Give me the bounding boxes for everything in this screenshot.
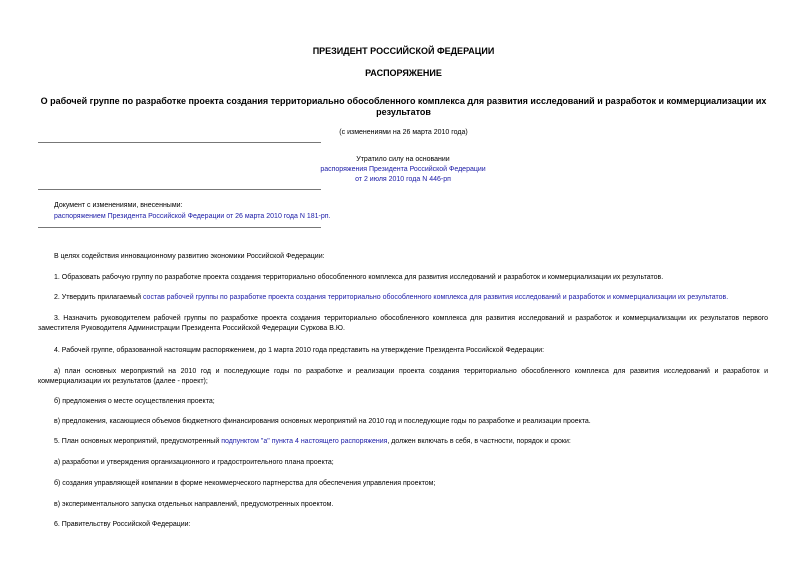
changes-link[interactable]: распоряжением Президента Российской Федерации от 26 марта 2010 года N 181-рп. (54, 213, 331, 220)
paragraph-intro: В целях содействия инновационному развитию экономики Российской Федерации: (54, 253, 325, 260)
document-title: О рабочей группе по разработке проекта создания территориально обособленного комплекса для развития исследований и разработок и коммерциализации их результатов (40, 96, 767, 117)
paragraph-5-text: 5. План основных мероприятий, предусмотренный (54, 438, 220, 445)
paragraph-5v: в) экспериментального запуска отдельных направлений, предусмотренных проектом. (54, 501, 334, 508)
paragraph-5b: б) создания управляющей компании в форме некоммерческого партнерства для обеспечения управления проектом; (54, 480, 436, 487)
issuer-heading: ПРЕЗИДЕНТ РОССИЙСКОЙ ФЕДЕРАЦИИ (312, 46, 495, 56)
paragraph-2 (54, 293, 784, 303)
divider (38, 189, 321, 190)
invalidation-text: Утратило силу на основании (356, 156, 450, 163)
changes-label: Документ с изменениями, внесенными: (54, 202, 183, 209)
staff-composition-link[interactable]: состав рабочей группы по разработке проекта создания территориально обособленного комплекса для развития исследований и разработок и коммерциализации их результатов. (142, 294, 729, 301)
paragraph-4a: а) план основных мероприятий на 2010 год и последующие годы по разработке и реализации проекта создания территориально обособленного комплекса для развития исследований и разработок и коммерциализации их результатов (далее - проект); (38, 368, 768, 385)
subparagraph-link[interactable]: подпунктом "а" пункта 4 настоящего распоряжения (221, 438, 388, 445)
paragraph-4b: б) предложения о месте осуществления проекта; (54, 398, 215, 405)
invalidation-link-date[interactable]: от 2 июля 2010 года N 446-рп (355, 176, 451, 183)
invalidation-link[interactable]: распоряжения Президента Российской Федерации (320, 166, 486, 173)
changes-link-row (54, 212, 454, 222)
paragraph-2-text: 2. Утвердить прилагаемый (54, 294, 142, 301)
divider (38, 142, 321, 143)
paragraph-1: 1. Образовать рабочую группу по разработке проекта создания территориально обособленного комплекса для развития исследований и разработок и коммерциализации их результатов. (54, 274, 664, 281)
invalidation-block (283, 155, 523, 185)
paragraph-3: 3. Назначить руководителем рабочей группы по разработке проекта создания территориально обособленного комплекса для развития исследований и разработок и коммерциализации их результатов первого заместителя Руководителя Администрации Президента Российской Федерации Суркова В.Ю. (38, 315, 768, 332)
paragraph-6: 6. Правительству Российской Федерации: (54, 521, 191, 528)
paragraph-5a: а) разработки и утверждения организационного и градостроительного плана проекта; (54, 459, 334, 466)
divider (38, 227, 321, 228)
paragraph-4: 4. Рабочей группе, образованной настоящим распоряжением, до 1 марта 2010 года представить на утверждение Президента Российской Федерации: (54, 347, 545, 354)
amendment-note: (с изменениями на 26 марта 2010 года) (339, 129, 468, 136)
paragraph-4v: в) предложения, касающиеся объемов бюджетного финансирования основных мероприятий на 2010 год и последующие годы по разработке и реализации проекта. (54, 418, 591, 425)
paragraph-5-tail: , должен включать в себя, в частности, порядок и сроки: (387, 438, 571, 445)
document-type-heading: РАСПОРЯЖЕНИЕ (365, 68, 442, 78)
paragraph-5 (54, 437, 784, 447)
